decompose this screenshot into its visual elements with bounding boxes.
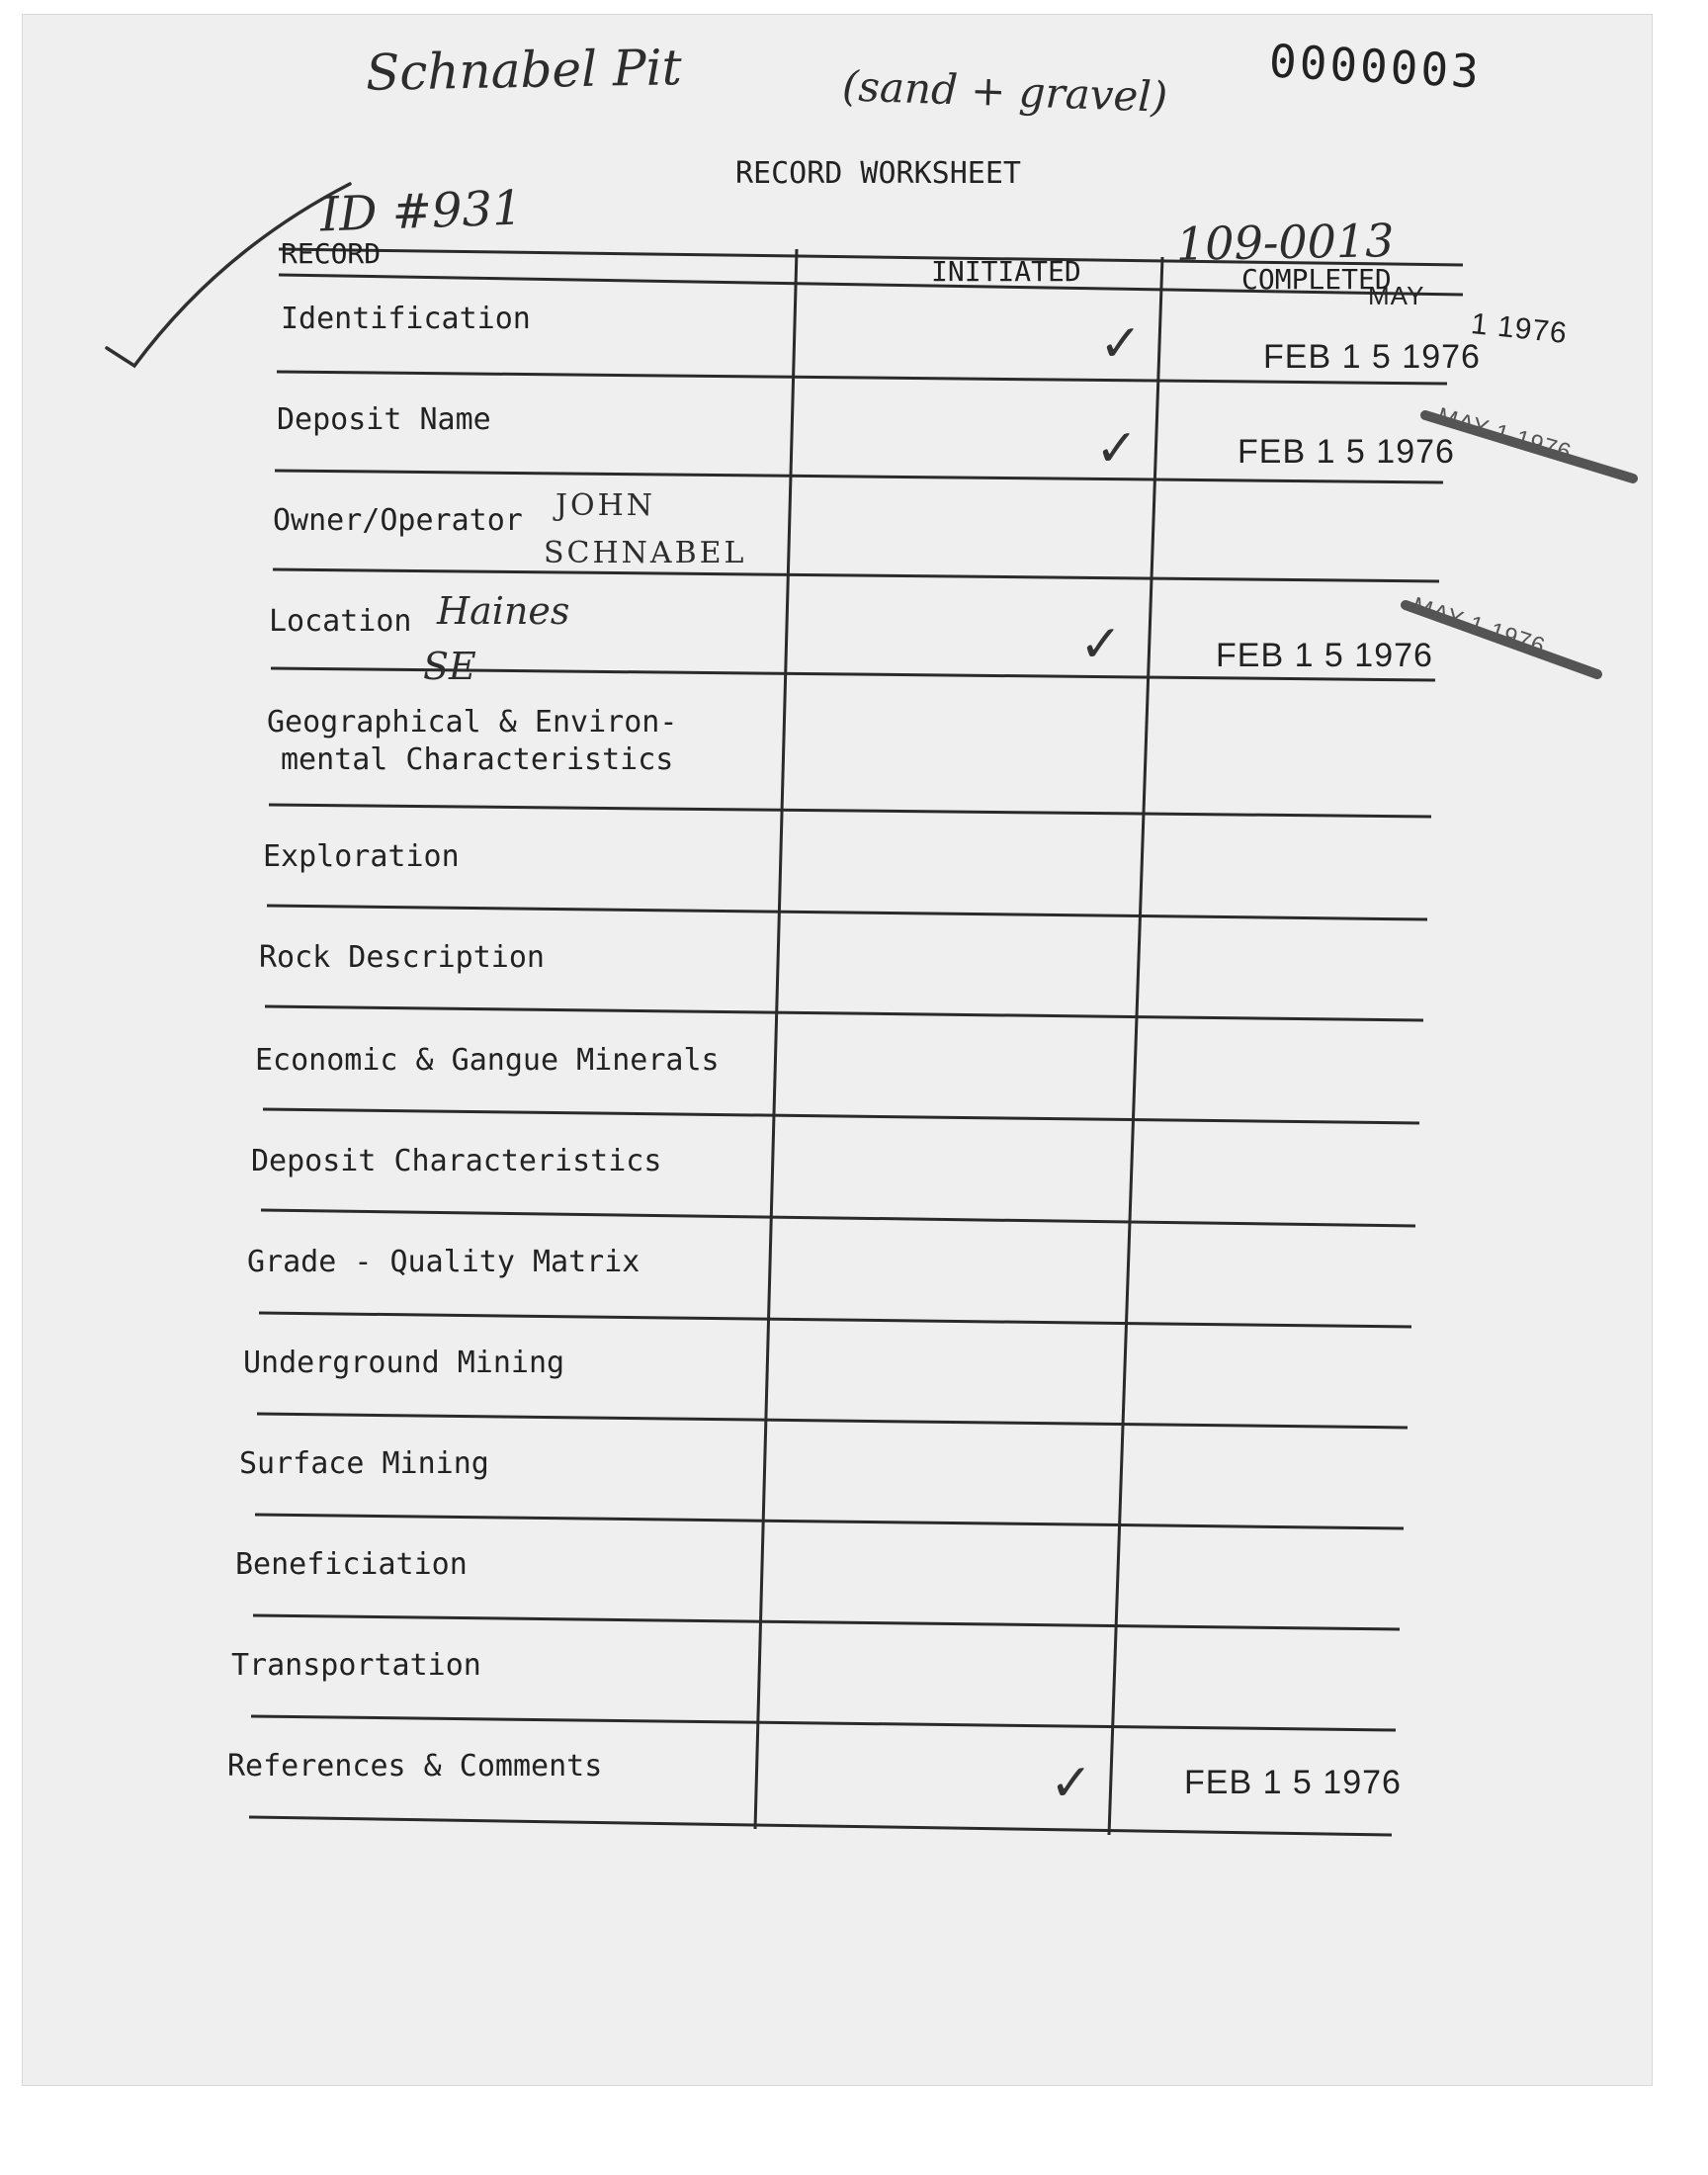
row-label-economic-gangue: Economic & Gangue Minerals <box>255 1043 720 1078</box>
row-label-grade-quality: Grade - Quality Matrix <box>247 1245 640 1279</box>
handwritten-subtitle: (sand + gravel) <box>841 61 1168 122</box>
column-header-completed: COMPLETED <box>1241 263 1392 296</box>
initiated-check-location: ✓ <box>1079 615 1123 674</box>
worksheet-page <box>22 14 1653 2086</box>
table-grid <box>22 14 1653 1991</box>
document-number: 0000003 <box>1267 34 1484 99</box>
column-header-record: RECORD <box>281 237 382 270</box>
row-label-deposit-characteristics: Deposit Characteristics <box>251 1144 662 1178</box>
completed-date-references: FEB 1 5 1976 <box>1184 1764 1402 1801</box>
completed-date-identification: FEB 1 5 1976 <box>1263 338 1481 376</box>
row-label-rock-description: Rock Description <box>259 940 545 975</box>
row-label-exploration: Exploration <box>263 839 460 874</box>
row-label-surface-mining: Surface Mining <box>239 1446 489 1481</box>
row-label-deposit-name: Deposit Name <box>277 402 491 437</box>
initiated-check-deposit-name: ✓ <box>1095 419 1139 478</box>
row-label-geographical: Geographical & Environ- <box>267 705 678 740</box>
completed-date-deposit-name: FEB 1 5 1976 <box>1238 433 1455 471</box>
initiated-check-identification: ✓ <box>1099 314 1143 374</box>
handwritten-location-line1: Haines <box>437 589 570 633</box>
row-label-underground-mining: Underground Mining <box>243 1346 565 1380</box>
handwritten-reference-number: 109-0013 <box>1175 214 1395 271</box>
initiated-check-references: ✓ <box>1050 1754 1093 1813</box>
handwritten-owner-line2: SCHNABEL <box>544 536 747 570</box>
completed-date-location: FEB 1 5 1976 <box>1216 637 1433 674</box>
row-label-transportation: Transportation <box>231 1648 481 1683</box>
row-label-location: Location <box>269 604 412 639</box>
row-label-beneficiation: Beneficiation <box>235 1547 468 1582</box>
handwritten-id: ID #931 <box>319 180 524 243</box>
column-header-initiated: INITIATED <box>931 255 1081 288</box>
row-label-owner-operator: Owner/Operator <box>273 503 523 538</box>
struck-stamp-location: MAY 1 1976 <box>1409 592 1549 660</box>
row-label-references: References & Comments <box>227 1749 603 1784</box>
handwritten-location-line2: SE <box>423 645 476 688</box>
page-title: RECORD WORKSHEET <box>735 156 1021 191</box>
may-stamp-label: MAY <box>1368 281 1425 310</box>
may-stamp-date: 1 1976 <box>1469 306 1570 351</box>
row-label-identification: Identification <box>281 302 531 336</box>
struck-stamp-deposit-name: MAY 1 1976 <box>1434 402 1576 467</box>
row-label-geographical-line2: mental Characteristics <box>281 742 674 777</box>
handwritten-title: Schnabel Pit <box>365 39 683 102</box>
handwritten-owner-line1: JOHN <box>555 488 656 523</box>
